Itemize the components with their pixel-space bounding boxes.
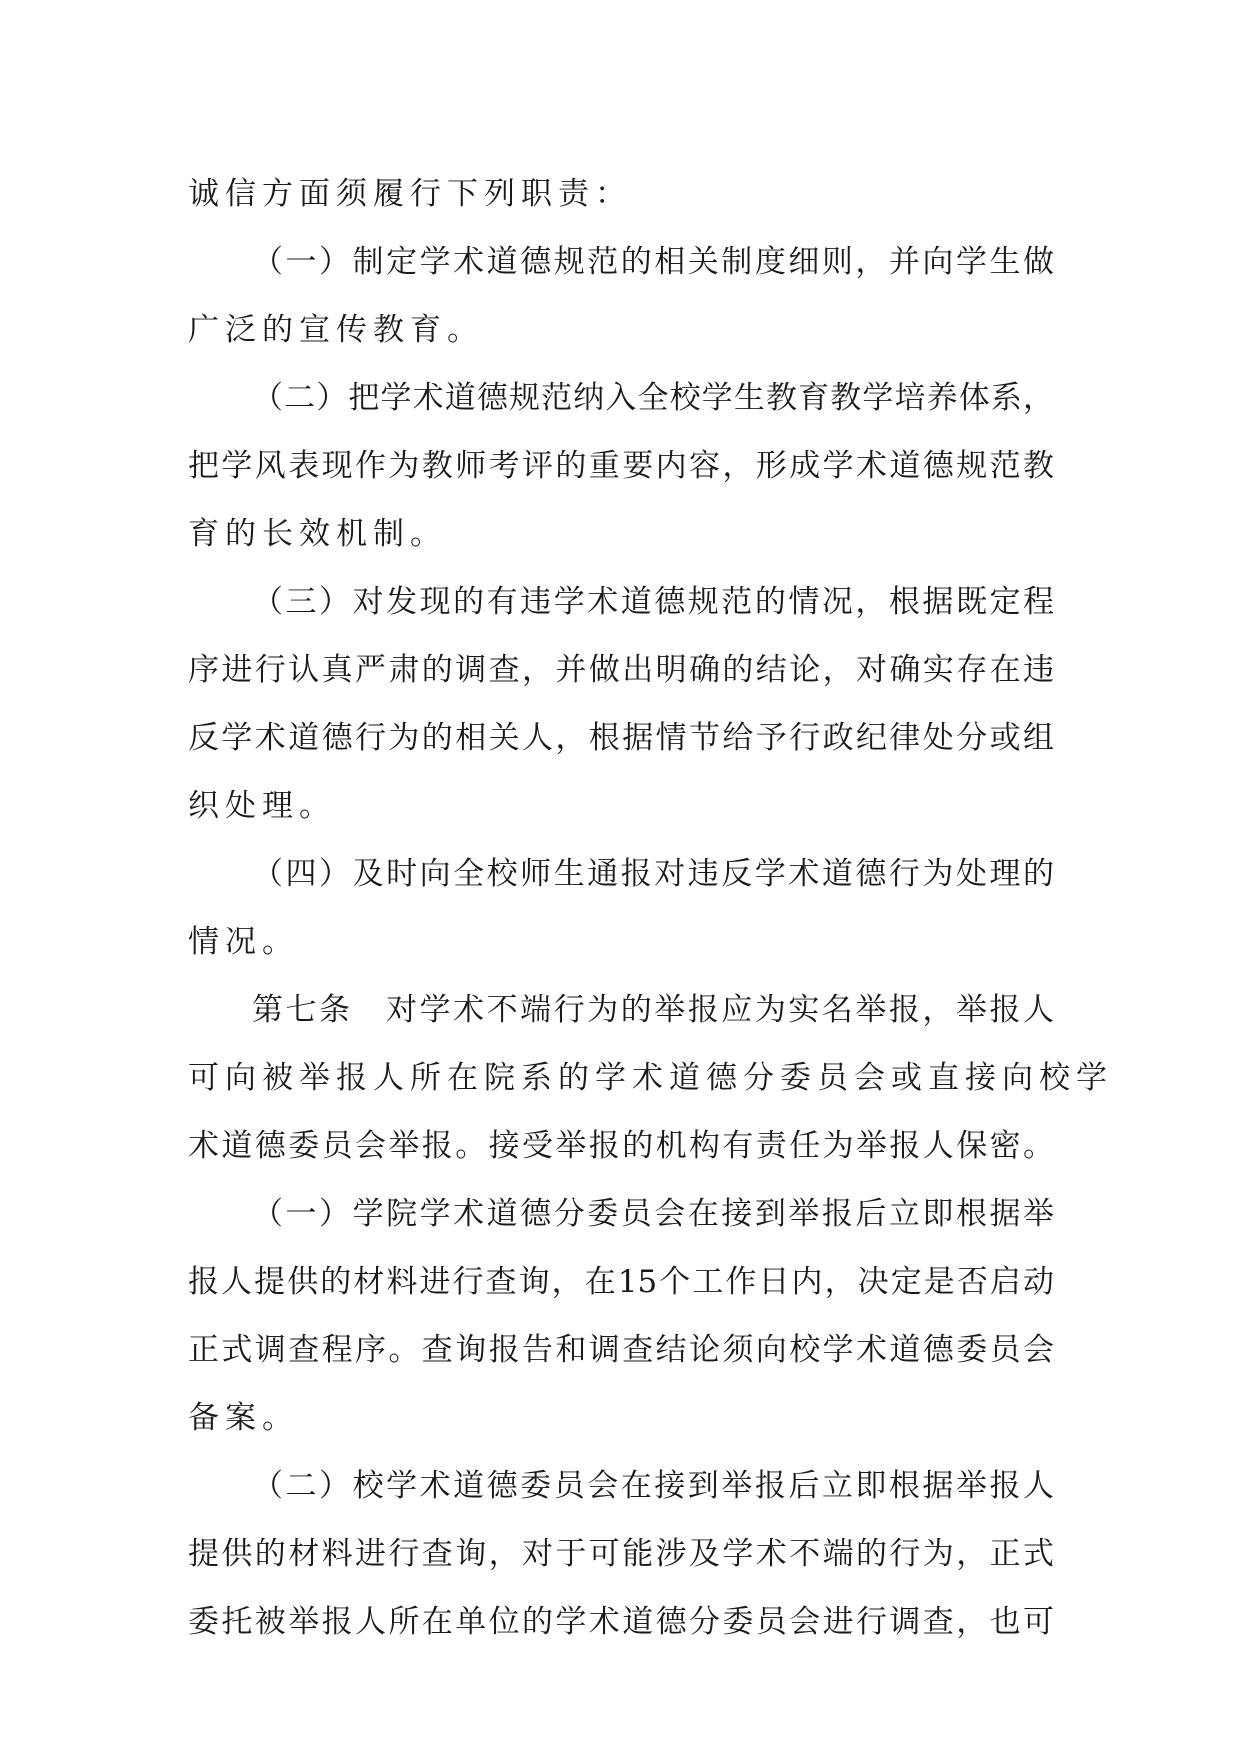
text-line: 广泛的宣传教育。 [188,312,484,348]
text-line: （二）把学术道德规范纳入全校学生教育教学培养体系， [252,380,1054,416]
article-heading-line: 第七条 对学术不端行为的举报应为实名举报，举报人 [252,992,1054,1028]
text-line: （一）制定学术道德规范的相关制度细则，并向学生做 [252,244,1054,280]
text-line: 诚信方面须履行下列职责： [188,176,632,212]
text-line: 育的长效机制。 [188,516,447,552]
text-line: （四）及时向全校师生通报对违反学术道德行为处理的 [252,856,1054,892]
text-line: 提供的材料进行查询，对于可能涉及学术不端的行为，正式 [188,1536,1054,1572]
text-line: （三）对发现的有违学术道德规范的情况，根据既定程 [252,584,1054,620]
text-line: 备案。 [188,1400,299,1436]
text-line: 反学术道德行为的相关人，根据情节给予行政纪律处分或组 [188,720,1054,756]
text-line: （二）校学术道德委员会在接到举报后立即根据举报人 [252,1468,1054,1504]
text-line: 报人提供的材料进行查询，在15个工作日内，决定是否启动 [188,1264,1054,1300]
text-line: （一）学院学术道德分委员会在接到举报后立即根据举 [252,1196,1054,1232]
text-line: 把学风表现作为教师考评的重要内容，形成学术道德规范教 [188,448,1054,484]
text-line: 可向被举报人所在院系的学术道德分委员会或直接向校学 [188,1060,1113,1096]
text-line: 正式调查程序。查询报告和调查结论须向校学术道德委员会 [188,1332,1054,1368]
text-line: 术道德委员会举报。接受举报的机构有责任为举报人保密。 [188,1128,1054,1164]
text-line: 织处理。 [188,788,336,824]
text-line: 情况。 [188,924,299,960]
document-body [188,160,1113,1656]
text-line: 序进行认真严肃的调查，并做出明确的结论，对确实存在违 [188,652,1054,688]
text-line: 委托被举报人所在单位的学术道德分委员会进行调查，也可 [188,1604,1054,1640]
